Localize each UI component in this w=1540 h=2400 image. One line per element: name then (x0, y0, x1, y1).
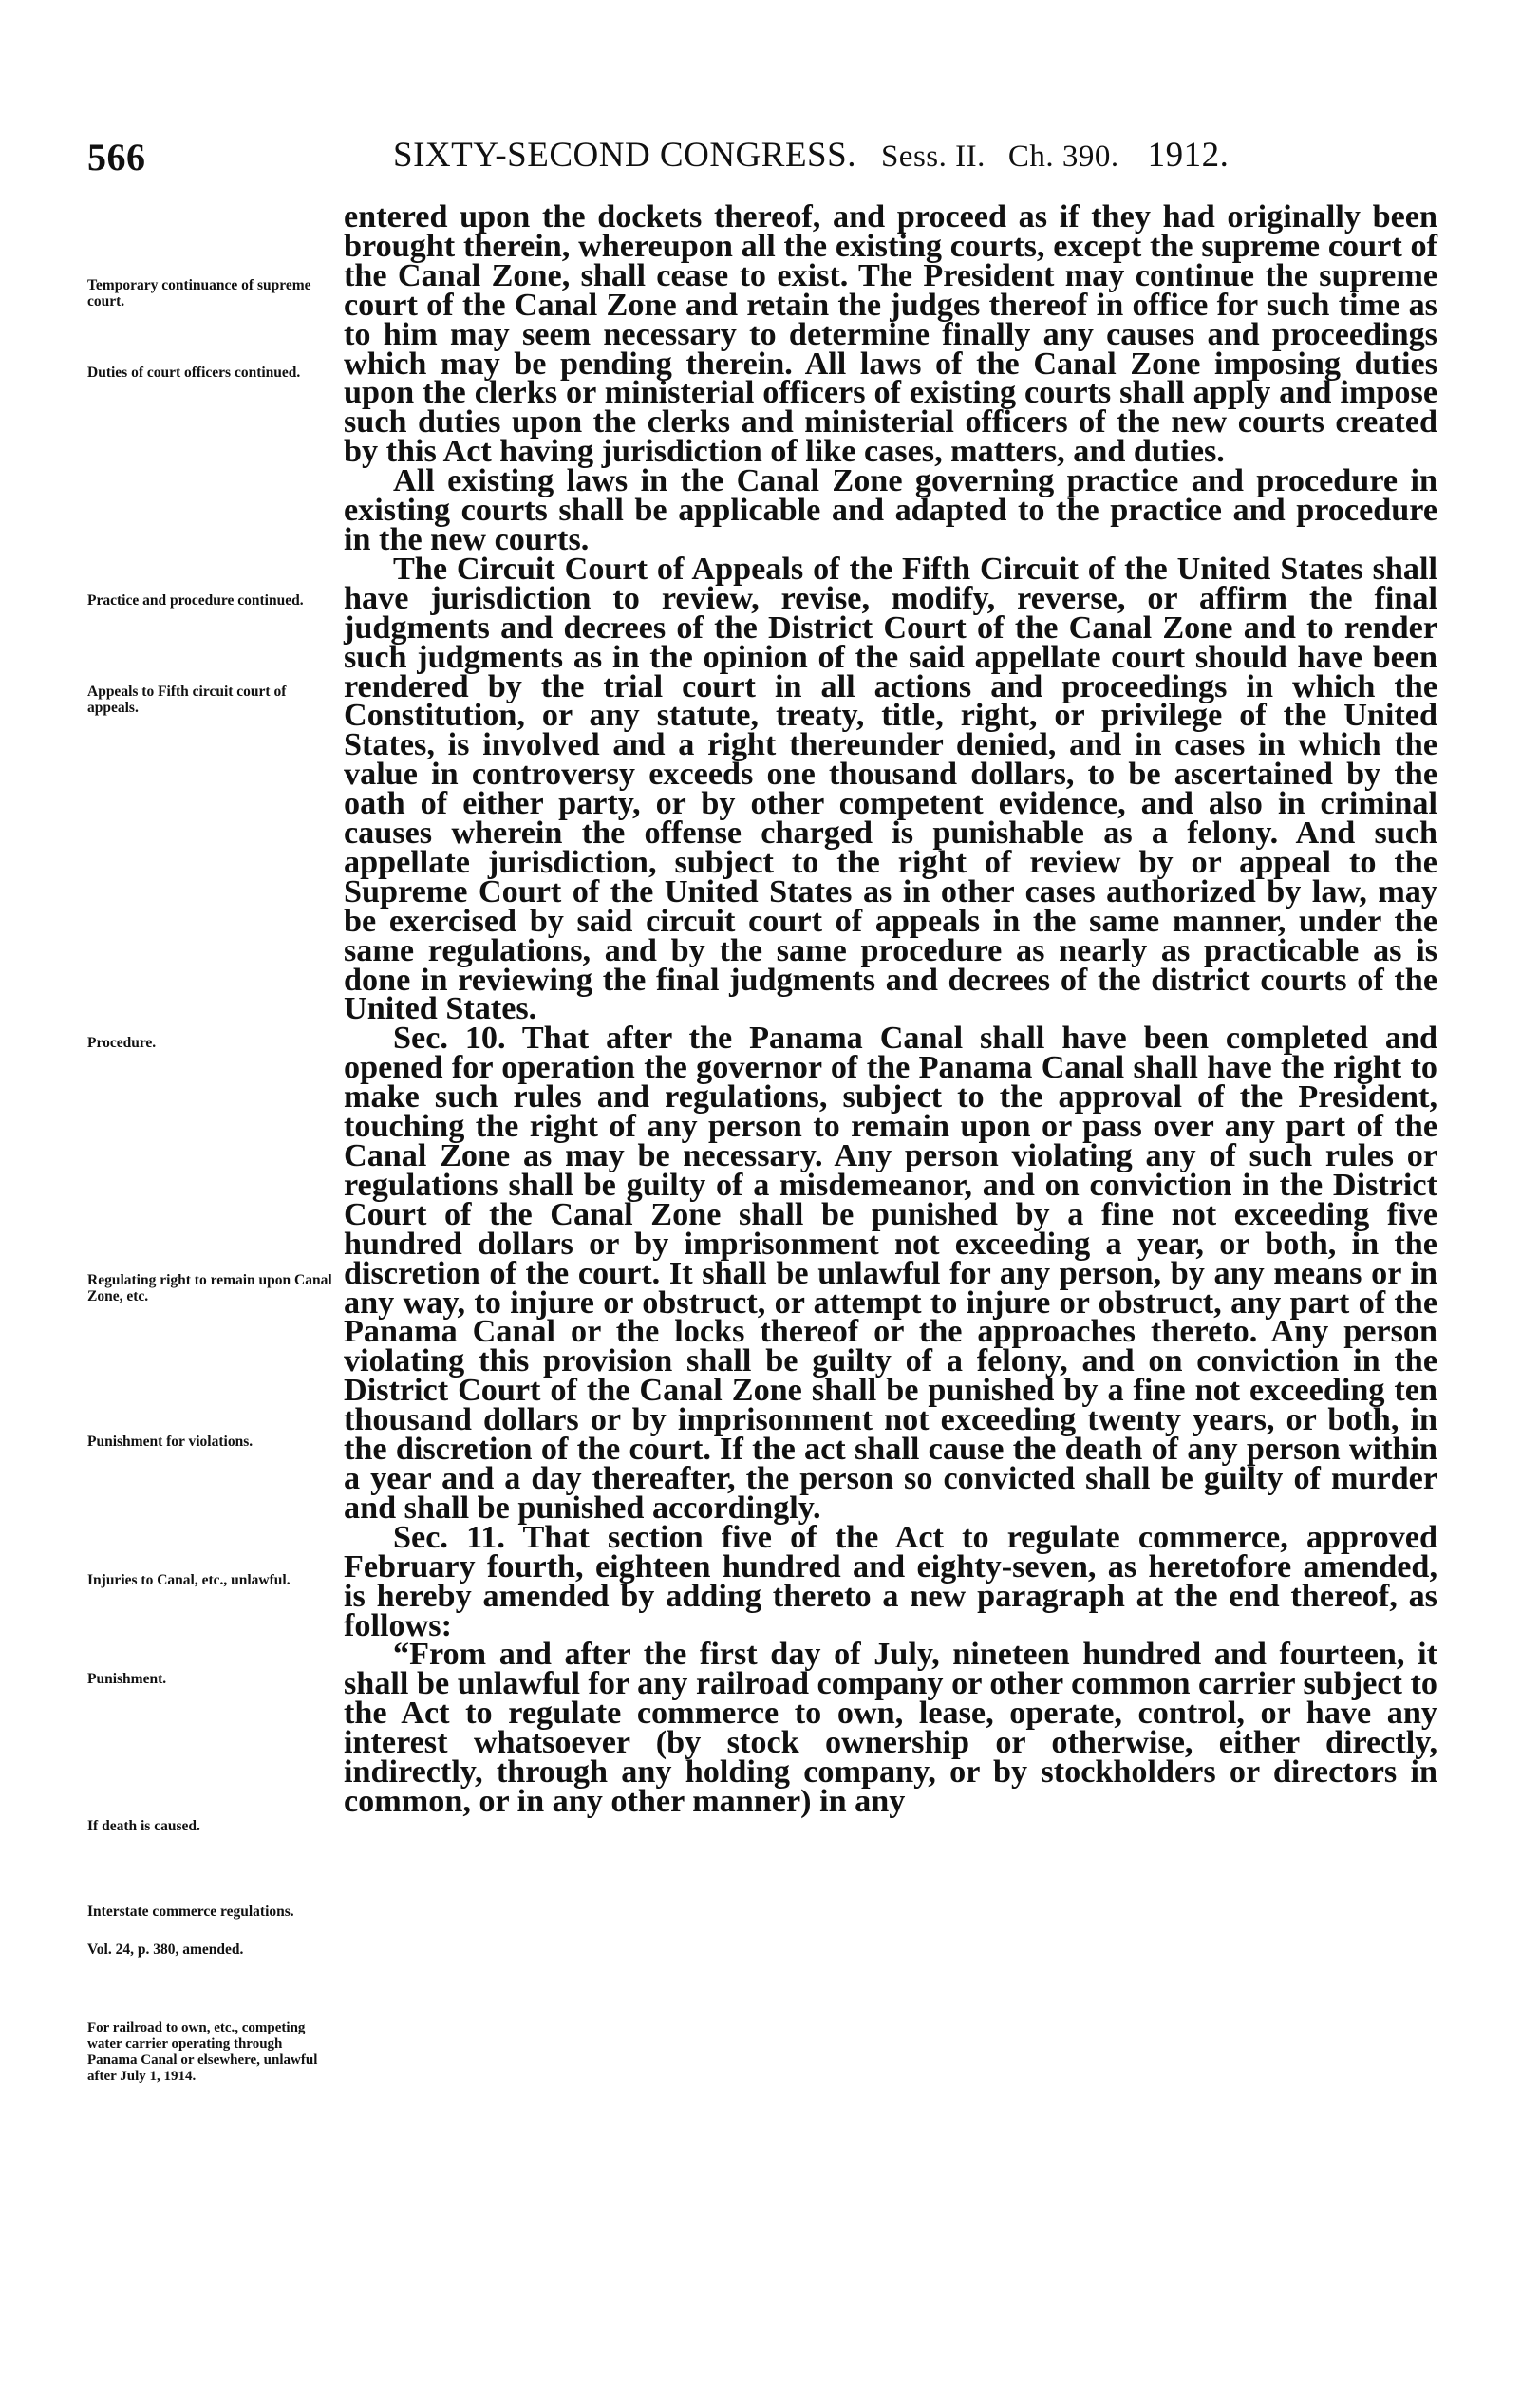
chapter-label: Ch. 390. (1007, 140, 1119, 174)
statute-body (344, 199, 1437, 1819)
margin-note-vol-reference: Vol. 24, p. 380, amended. (87, 1941, 244, 1958)
paragraph-sec-10: Sec. 10. That after the Panama Canal shall have been completed and opened for operation the governor of the Panama Canal shall have the right to make such rules and regulations, subject to the approval of the President, touching the right of any person to remain upon or pass over any part of the Canal Zone as may be necessary. Any person violating any of such rules or regulations shall be guilty of a misdemeanor, and on conviction in the District Court of the Canal Zone shall be punished by a fine not exceeding five hundred dollars or by imprisonment not exceeding a year, or both, in the discretion of the court. It shall be unlawful for any person, by any means or in any way, to injure or obstruct, or attempt to injure or obstruct, any part of the Panama Canal or the locks thereof or the approaches thereto. Any person violating this provision shall be guilty of a felony, and on conviction in the District Court of the Canal Zone shall be punished by a fine not exceeding ten thousand dollars or by imprisonment not exceeding twenty years, or both, in the discretion of the court. If the act shall cause the death of any person within a year and a day thereafter, the person so convicted shall be guilty of murder and shall be punished accordingly. (344, 1021, 1437, 1526)
margin-note-procedure: Procedure. (87, 1035, 157, 1051)
margin-note-temporary-continuance: Temporary continuance of supreme court. (87, 277, 311, 309)
margin-note-punishment-violations: Punishment for violations. (87, 1434, 254, 1450)
page-number: 566 (87, 136, 146, 178)
running-title (393, 135, 1229, 176)
paragraph-continuation: entered upon the dockets thereof, and proceed as if they had originally been brought therein, whereupon all the existing courts, except the supreme court of the Canal Zone, shall cease to exist. The President may continue the supreme court of the Canal Zone and retain the judges thereof in office for such time as to him may seem necessary to determine finally any causes and proceedings which may be pending therein. All laws of the Canal Zone imposing duties upon the clerks or ministerial officers of existing courts shall apply and impose such duties upon the clerks and ministerial officers of the new courts created by this Act having jurisdiction of like cases, matters, and duties. (344, 199, 1437, 470)
margin-note-regulating-right: Regulating right to remain upon Canal Zone, etc. (87, 1272, 332, 1304)
margin-note-punishment: Punishment. (87, 1671, 167, 1687)
margin-note-appeals-fifth-circuit: Appeals to Fifth circuit court of appeals. (87, 684, 287, 716)
margin-note-death-caused: If death is caused. (87, 1818, 200, 1834)
paragraph-appeals: The Circuit Court of Appeals of the Fifth Circuit of the United States shall have jurisdiction to review, revise, modify, reverse, or affirm the final judgments and decrees of the District Court of the Canal Zone and to render such judgments as in the opinion of the said appellate court should have been rendered by the trial court in all actions and proceedings in which the Constitution, or any statute, treaty, title, right, or privilege of the United States, is involved and a right thereunder denied, and in cases in which the value in controversy exceeds one thousand dollars, to be ascertained by the oath of either party, or by other competent evidence, and also in criminal causes wherein the offense charged is punishable as a felony. And such appellate jurisdiction, subject to the right of review by or appeal to the Supreme Court of the United States as in other cases authorized by law, may be exercised by said circuit court of appeals in the same manner, under the same regulations, and by the same procedure as nearly as practicable as is done in reviewing the final judgments and decrees of the district courts of the United States. (344, 551, 1437, 1027)
paragraph-quoted-amendment: “From and after the first day of July, nineteen hundred and fourteen, it shall be unlawful for any railroad company or other common carrier subject to the Act to regulate commerce to own, lease, operate, control, or have any interest whatsoever (by stock ownership or otherwise, either directly, indirectly, through any holding company, or by stockholders or directors in common, or in any other manner) in any (344, 1637, 1437, 1819)
margin-note-injuries-unlawful: Injuries to Canal, etc., unlawful. (87, 1572, 291, 1588)
margin-note-duties-continued: Duties of court officers continued. (87, 365, 301, 381)
margin-note-interstate-commerce: Interstate commerce regulations. (87, 1903, 294, 1920)
paragraph-sec-11: Sec. 11. That section five of the Act to regulate commerce, approved February fourth, eighteen hundred and eighty-seven, as heretofore amended, is hereby amended by adding thereto a new paragraph at the end thereof, as follows: (344, 1519, 1437, 1643)
congress-title: SIXTY-SECOND CONGRESS. (393, 136, 856, 175)
year-label: 1912. (1147, 136, 1230, 175)
session-label: Sess. II. (880, 140, 986, 174)
paragraph-practice: All existing laws in the Canal Zone governing practice and procedure in existing courts shall be applicable and adapted to the practice and procedure in the new courts. (344, 463, 1437, 557)
margin-note-railroad-water-carrier: For railroad to own, etc., competing water carrier operating through Panama Canal or elsewhere, unlawful after July 1, 1914. (87, 2020, 318, 2084)
running-header (87, 135, 1455, 182)
margin-note-practice-procedure: Practice and procedure continued. (87, 592, 304, 609)
